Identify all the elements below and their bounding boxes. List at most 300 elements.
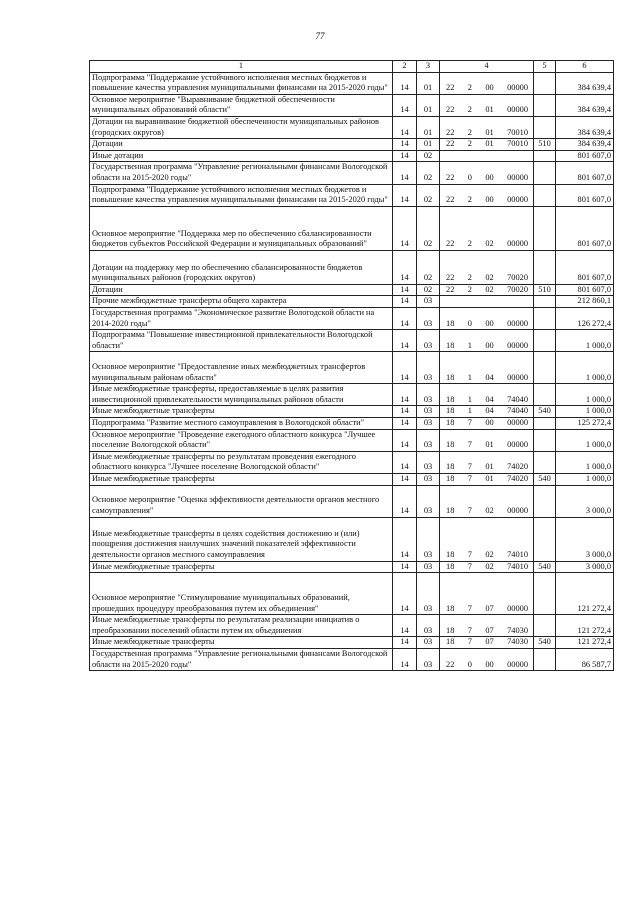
code-program: 22	[446, 284, 455, 294]
subsection-code: 02	[417, 162, 440, 184]
code-program: 22	[446, 239, 455, 249]
expense-type-code	[534, 307, 556, 329]
amount: 3 000,0	[556, 561, 614, 573]
code-direction: 70010	[507, 127, 528, 137]
expense-type-code: 540	[534, 561, 556, 573]
code-activity: 01	[485, 474, 494, 484]
table-row	[90, 573, 614, 615]
table-row	[90, 406, 614, 418]
code-program: 22	[446, 83, 455, 93]
expense-type-code	[534, 72, 556, 94]
target-article-code	[440, 573, 534, 615]
code-subprogram: 7	[467, 462, 472, 472]
code-direction: 00000	[507, 239, 528, 249]
section-code: 14	[393, 384, 417, 406]
subsection-code: 03	[417, 573, 440, 615]
target-article-code	[440, 284, 534, 296]
target-article-code	[440, 150, 534, 162]
table-row	[90, 150, 614, 162]
target-article-code	[440, 517, 534, 561]
amount: 126 272,4	[556, 307, 614, 329]
subsection-code: 03	[417, 429, 440, 451]
row-name: Дотации на выравнивание бюджетной обеспеченности муниципальных районов (городских округов)	[90, 116, 393, 138]
code-direction: 74010	[507, 561, 528, 571]
section-code: 14	[393, 418, 417, 430]
expense-type-code	[534, 615, 556, 637]
row-name: Иные дотации	[90, 150, 393, 162]
expense-type-code	[534, 250, 556, 284]
code-direction: 00000	[507, 659, 528, 669]
table-row	[90, 485, 614, 517]
header-row	[90, 61, 614, 73]
row-name: Прочие межбюджетные трансферты общего характера	[90, 296, 393, 308]
section-code: 14	[393, 206, 417, 250]
code-subprogram: 2	[467, 284, 472, 294]
table-row	[90, 451, 614, 473]
code-subprogram: 7	[467, 550, 472, 560]
code-direction: 00000	[507, 105, 528, 115]
section-code: 14	[393, 451, 417, 473]
code-subprogram: 7	[467, 637, 472, 647]
section-code: 14	[393, 406, 417, 418]
code-activity: 07	[485, 637, 494, 647]
section-code: 14	[393, 72, 417, 94]
expense-type-code: 540	[534, 474, 556, 486]
code-direction: 00000	[507, 195, 528, 205]
code-activity: 01	[485, 105, 494, 115]
code-activity: 00	[485, 83, 494, 93]
code-subprogram: 7	[467, 506, 472, 516]
code-activity: 04	[485, 406, 494, 416]
budget-table	[89, 60, 614, 671]
table-row	[90, 206, 614, 250]
target-article-code	[440, 307, 534, 329]
target-article-code	[440, 451, 534, 473]
amount: 384 639,4	[556, 72, 614, 94]
code-program: 18	[446, 418, 455, 428]
amount: 121 272,4	[556, 615, 614, 637]
section-code: 14	[393, 296, 417, 308]
code-direction: 74020	[507, 474, 528, 484]
expense-type-code: 540	[534, 406, 556, 418]
code-activity: 01	[485, 462, 494, 472]
code-direction: 00000	[507, 372, 528, 382]
section-code: 14	[393, 284, 417, 296]
subsection-code: 03	[417, 384, 440, 406]
code-activity: 02	[485, 550, 494, 560]
code-program: 22	[446, 659, 455, 669]
subsection-code: 03	[417, 406, 440, 418]
table-row	[90, 649, 614, 671]
row-name: Государственная программа "Управление региональными финансами Вологодской области на 2015-2020 годы"	[90, 162, 393, 184]
subsection-code: 03	[417, 330, 440, 352]
code-subprogram: 1	[467, 340, 472, 350]
subsection-code: 01	[417, 116, 440, 138]
code-subprogram: 0	[467, 172, 472, 182]
row-name: Основное мероприятие "Предоставление иных межбюджетных трансфертов муниципальным районам области"	[90, 352, 393, 384]
code-direction: 74030	[507, 625, 528, 635]
amount: 801 607,0	[556, 162, 614, 184]
code-activity: 00	[485, 418, 494, 428]
expense-type-code	[534, 517, 556, 561]
subsection-code: 03	[417, 637, 440, 649]
code-activity: 07	[485, 625, 494, 635]
section-code: 14	[393, 150, 417, 162]
code-program: 18	[446, 340, 455, 350]
code-program: 22	[446, 195, 455, 205]
code-direction: 70020	[507, 284, 528, 294]
code-program: 18	[446, 440, 455, 450]
code-program: 22	[446, 105, 455, 115]
code-subprogram: 2	[467, 139, 472, 149]
section-code: 14	[393, 330, 417, 352]
expense-type-code	[534, 150, 556, 162]
table-row	[90, 384, 614, 406]
section-code: 14	[393, 429, 417, 451]
amount: 86 587,7	[556, 649, 614, 671]
row-name: Иные межбюджетные трансферты в целях содействия достижению и (или) поощрения достижения наилучших значений показателей эффективности деятельности органов местного самоуправления	[90, 517, 393, 561]
row-name: Подпрограмма "Развитие местного самоуправления в Вологодской области"	[90, 418, 393, 430]
amount: 1 000,0	[556, 330, 614, 352]
row-name: Подпрограмма "Повышение инвестиционной привлекательности Вологодской области"	[90, 330, 393, 352]
code-activity: 02	[485, 273, 494, 283]
target-article-code	[440, 250, 534, 284]
code-subprogram: 7	[467, 440, 472, 450]
code-direction: 00000	[507, 418, 528, 428]
code-direction: 00000	[507, 440, 528, 450]
section-code: 14	[393, 250, 417, 284]
row-name: Подпрограмма "Поддержание устойчивого исполнения местных бюджетов и повышение качества управления муниципальными финансами на 2015-2020 годы"	[90, 72, 393, 94]
target-article-code	[440, 162, 534, 184]
amount: 801 607,0	[556, 284, 614, 296]
code-direction: 74020	[507, 462, 528, 472]
target-article-code	[440, 184, 534, 206]
code-subprogram: 0	[467, 318, 472, 328]
code-direction: 74010	[507, 550, 528, 560]
subsection-code: 02	[417, 284, 440, 296]
subsection-code: 02	[417, 206, 440, 250]
expense-type-code	[534, 330, 556, 352]
table-row	[90, 330, 614, 352]
code-activity: 00	[485, 172, 494, 182]
table-row	[90, 615, 614, 637]
code-activity: 00	[485, 318, 494, 328]
expense-type-code	[534, 296, 556, 308]
target-article-code	[440, 352, 534, 384]
subsection-code: 01	[417, 72, 440, 94]
expense-type-code	[534, 451, 556, 473]
target-article-code	[440, 296, 534, 308]
row-name: Иные межбюджетные трансферты	[90, 561, 393, 573]
code-program: 18	[446, 625, 455, 635]
target-article-code	[440, 418, 534, 430]
expense-type-code: 510	[534, 284, 556, 296]
code-activity: 00	[485, 659, 494, 669]
expense-type-code	[534, 418, 556, 430]
subsection-code: 03	[417, 649, 440, 671]
code-direction: 70020	[507, 273, 528, 283]
code-subprogram: 7	[467, 561, 472, 571]
code-subprogram: 7	[467, 418, 472, 428]
section-code: 14	[393, 474, 417, 486]
expense-type-code	[534, 352, 556, 384]
code-direction: 74040	[507, 394, 528, 404]
row-name: Иные межбюджетные трансферты, предоставляемые в целях развития инвестиционной привлекательности муниципальных районов области	[90, 384, 393, 406]
code-program: 22	[446, 127, 455, 137]
expense-type-code	[534, 162, 556, 184]
table-row	[90, 72, 614, 94]
section-code: 14	[393, 162, 417, 184]
code-activity: 01	[485, 139, 494, 149]
target-article-code	[440, 330, 534, 352]
target-article-code	[440, 206, 534, 250]
row-name: Основное мероприятие "Поддержка мер по обеспечению сбалансированности бюджетов субъектов Российской Федерации и муниципальных образований"	[90, 206, 393, 250]
subsection-code: 03	[417, 451, 440, 473]
section-code: 14	[393, 561, 417, 573]
target-article-code	[440, 615, 534, 637]
target-article-code	[440, 139, 534, 151]
code-activity: 00	[485, 195, 494, 205]
amount: 1 000,0	[556, 451, 614, 473]
section-code: 14	[393, 184, 417, 206]
code-activity: 01	[485, 440, 494, 450]
code-program: 18	[446, 506, 455, 516]
row-name: Дотации на поддержку мер по обеспечению сбалансированности бюджетов муниципальных районов (городских округов)	[90, 250, 393, 284]
amount: 384 639,4	[556, 94, 614, 116]
row-name: Основное мероприятие "Оценка эффективности деятельности органов местного самоуправления"	[90, 485, 393, 517]
subsection-code: 03	[417, 307, 440, 329]
code-activity: 04	[485, 372, 494, 382]
expense-type-code	[534, 184, 556, 206]
table-row	[90, 250, 614, 284]
section-code: 14	[393, 637, 417, 649]
expense-type-code	[534, 485, 556, 517]
amount: 125 272,4	[556, 418, 614, 430]
expense-type-code	[534, 116, 556, 138]
target-article-code	[440, 561, 534, 573]
section-code: 14	[393, 116, 417, 138]
table-row	[90, 474, 614, 486]
code-subprogram: 2	[467, 273, 472, 283]
section-code: 14	[393, 307, 417, 329]
header-cell: 1	[90, 61, 393, 73]
amount: 384 639,4	[556, 116, 614, 138]
expense-type-code: 540	[534, 637, 556, 649]
expense-type-code	[534, 94, 556, 116]
row-name: Основное мероприятие "Проведение ежегодного областного конкурса "Лучшее поселение Вологодской области"	[90, 429, 393, 451]
code-subprogram: 0	[467, 659, 472, 669]
code-program: 18	[446, 637, 455, 647]
code-subprogram: 1	[467, 406, 472, 416]
table-row	[90, 139, 614, 151]
table-row	[90, 296, 614, 308]
subsection-code: 03	[417, 517, 440, 561]
table-row	[90, 517, 614, 561]
section-code: 14	[393, 139, 417, 151]
expense-type-code	[534, 384, 556, 406]
subsection-code: 03	[417, 561, 440, 573]
header-cell: 4	[440, 61, 534, 73]
code-direction: 00000	[507, 506, 528, 516]
target-article-code	[440, 474, 534, 486]
row-name: Подпрограмма "Поддержание устойчивого исполнения местных бюджетов и повышение качества управления муниципальными финансами на 2015-2020 годы"	[90, 184, 393, 206]
subsection-code: 03	[417, 615, 440, 637]
code-subprogram: 1	[467, 372, 472, 382]
section-code: 14	[393, 485, 417, 517]
expense-type-code	[534, 649, 556, 671]
code-program: 18	[446, 462, 455, 472]
code-subprogram: 2	[467, 105, 472, 115]
row-name: Основное мероприятие "Выравнивание бюджетной обеспеченности муниципальных образований области"	[90, 94, 393, 116]
section-code: 14	[393, 352, 417, 384]
code-direction: 00000	[507, 83, 528, 93]
amount: 801 607,0	[556, 250, 614, 284]
row-name: Государственная программа "Экономическое развитие Вологодской области на 2014-2020 годы"	[90, 307, 393, 329]
table-row	[90, 418, 614, 430]
row-name: Иные межбюджетные трансферты по результатам проведения ежегодного областного конкурса "Лучшее поселение Вологодской области"	[90, 451, 393, 473]
code-direction: 00000	[507, 603, 528, 613]
subsection-code: 02	[417, 150, 440, 162]
page-number: 77	[315, 31, 325, 41]
expense-type-code	[534, 573, 556, 615]
amount: 212 860,1	[556, 296, 614, 308]
code-subprogram: 1	[467, 394, 472, 404]
amount: 801 607,0	[556, 206, 614, 250]
table-row	[90, 307, 614, 329]
code-direction: 00000	[507, 172, 528, 182]
table-row	[90, 162, 614, 184]
code-direction: 70010	[507, 139, 528, 149]
subsection-code: 02	[417, 250, 440, 284]
table-row	[90, 94, 614, 116]
amount: 1 000,0	[556, 352, 614, 384]
amount: 121 272,4	[556, 573, 614, 615]
table-row	[90, 352, 614, 384]
section-code: 14	[393, 573, 417, 615]
target-article-code	[440, 485, 534, 517]
code-program: 18	[446, 561, 455, 571]
subsection-code: 03	[417, 296, 440, 308]
row-name: Иные межбюджетные трансферты	[90, 474, 393, 486]
code-program: 18	[446, 394, 455, 404]
subsection-code: 03	[417, 352, 440, 384]
table-row	[90, 284, 614, 296]
expense-type-code: 510	[534, 139, 556, 151]
code-program: 22	[446, 139, 455, 149]
amount: 1 000,0	[556, 429, 614, 451]
section-code: 14	[393, 517, 417, 561]
amount: 801 607,0	[556, 184, 614, 206]
row-name: Иные межбюджетные трансферты по результатам реализации инициатив о преобразовании поселений области путем их объединения	[90, 615, 393, 637]
row-name: Дотации	[90, 284, 393, 296]
subsection-code: 03	[417, 418, 440, 430]
code-activity: 01	[485, 127, 494, 137]
table-row	[90, 184, 614, 206]
subsection-code: 01	[417, 94, 440, 116]
table-body	[90, 72, 614, 671]
code-direction: 74040	[507, 406, 528, 416]
amount: 1 000,0	[556, 384, 614, 406]
amount: 1 000,0	[556, 406, 614, 418]
target-article-code	[440, 94, 534, 116]
target-article-code	[440, 384, 534, 406]
target-article-code	[440, 637, 534, 649]
row-name: Дотации	[90, 139, 393, 151]
code-program: 18	[446, 603, 455, 613]
code-activity: 02	[485, 284, 494, 294]
code-subprogram: 2	[467, 239, 472, 249]
code-subprogram: 7	[467, 603, 472, 613]
target-article-code	[440, 406, 534, 418]
code-subprogram: 7	[467, 625, 472, 635]
header-cell: 5	[534, 61, 556, 73]
code-program: 18	[446, 550, 455, 560]
code-activity: 07	[485, 603, 494, 613]
target-article-code	[440, 649, 534, 671]
subsection-code: 03	[417, 474, 440, 486]
table-row	[90, 561, 614, 573]
row-name: Основное мероприятие "Стимулирование муниципальных образований, прошедших процедуру преобразования путем их объединения"	[90, 573, 393, 615]
subsection-code: 01	[417, 139, 440, 151]
code-program: 18	[446, 406, 455, 416]
code-subprogram: 7	[467, 474, 472, 484]
amount: 121 272,4	[556, 637, 614, 649]
expense-type-code	[534, 429, 556, 451]
header-cell: 6	[556, 61, 614, 73]
code-activity: 02	[485, 506, 494, 516]
code-program: 18	[446, 372, 455, 382]
code-direction: 00000	[507, 318, 528, 328]
code-activity: 04	[485, 394, 494, 404]
code-direction: 00000	[507, 340, 528, 350]
code-subprogram: 2	[467, 127, 472, 137]
table-row	[90, 116, 614, 138]
table-row	[90, 429, 614, 451]
amount: 1 000,0	[556, 474, 614, 486]
row-name: Государственная программа "Управление региональными финансами Вологодской области на 2015-2020 годы"	[90, 649, 393, 671]
target-article-code	[440, 116, 534, 138]
table-row	[90, 637, 614, 649]
section-code: 14	[393, 94, 417, 116]
code-program: 22	[446, 273, 455, 283]
subsection-code: 03	[417, 485, 440, 517]
section-code: 14	[393, 615, 417, 637]
header-cell: 3	[417, 61, 440, 73]
target-article-code	[440, 429, 534, 451]
amount: 384 639,4	[556, 139, 614, 151]
code-activity: 00	[485, 340, 494, 350]
amount: 3 000,0	[556, 485, 614, 517]
code-direction: 74030	[507, 637, 528, 647]
row-name: Иные межбюджетные трансферты	[90, 637, 393, 649]
code-subprogram: 2	[467, 195, 472, 205]
code-activity: 02	[485, 561, 494, 571]
amount: 801 607,0	[556, 150, 614, 162]
code-subprogram: 2	[467, 83, 472, 93]
code-program: 18	[446, 318, 455, 328]
amount: 3 000,0	[556, 517, 614, 561]
target-article-code	[440, 72, 534, 94]
code-program: 22	[446, 172, 455, 182]
row-name: Иные межбюджетные трансферты	[90, 406, 393, 418]
table-header	[90, 61, 614, 73]
header-cell: 2	[393, 61, 417, 73]
subsection-code: 02	[417, 184, 440, 206]
expense-type-code	[534, 206, 556, 250]
code-activity: 02	[485, 239, 494, 249]
section-code: 14	[393, 649, 417, 671]
code-program: 18	[446, 474, 455, 484]
